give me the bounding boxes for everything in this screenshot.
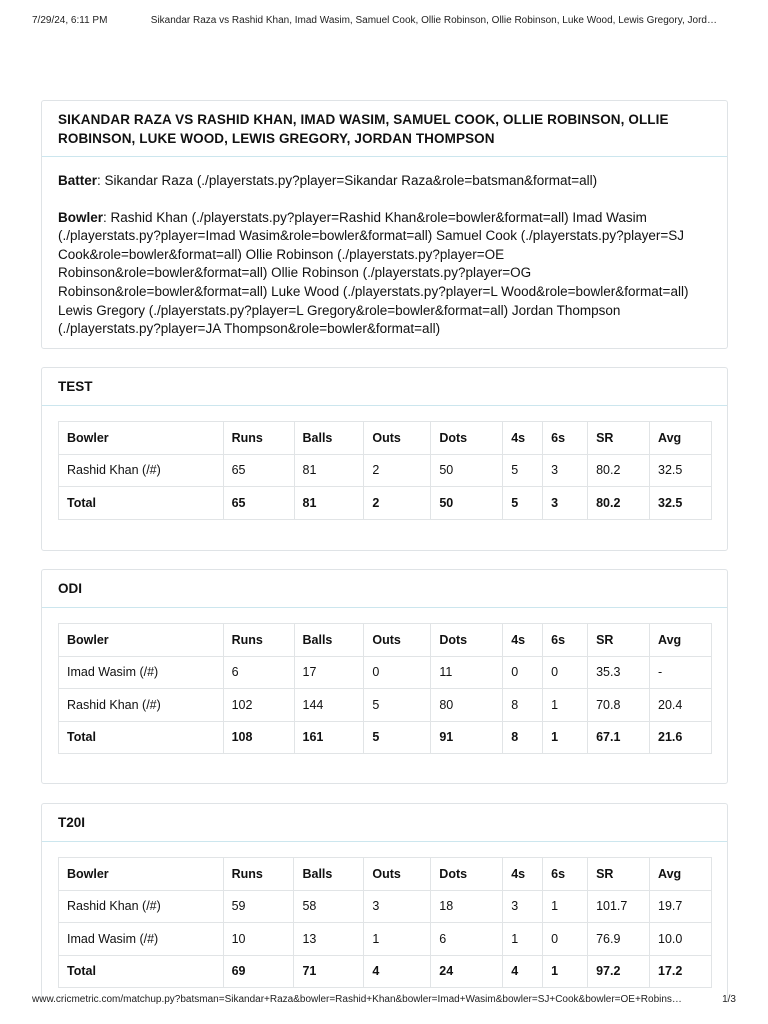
- bowler-link[interactable]: Imad Wasim (/#): [59, 923, 224, 956]
- column-header[interactable]: Bowler: [59, 858, 224, 891]
- column-header[interactable]: 4s: [503, 858, 543, 891]
- total-cell: 69: [223, 955, 294, 988]
- table-cell: 0: [364, 656, 431, 689]
- column-header[interactable]: Outs: [364, 624, 431, 657]
- bowler-link[interactable]: Rashid Khan (/#): [59, 454, 224, 487]
- table-cell: 58: [294, 890, 364, 923]
- table-cell: 17: [294, 656, 364, 689]
- total-cell: 5: [503, 487, 543, 520]
- table-cell: 0: [503, 656, 543, 689]
- print-date: 7/29/24, 6:11 PM: [32, 15, 108, 26]
- column-header[interactable]: Runs: [223, 858, 294, 891]
- table-cell: 70.8: [588, 689, 650, 722]
- column-header[interactable]: 6s: [543, 422, 588, 455]
- table-cell: 19.7: [650, 890, 712, 923]
- total-cell: 97.2: [588, 955, 650, 988]
- total-cell: Total: [59, 721, 224, 754]
- table-cell: 81: [294, 454, 364, 487]
- table-row: [59, 656, 712, 689]
- total-cell: 91: [431, 721, 503, 754]
- total-cell: 17.2: [650, 955, 712, 988]
- table-cell: 80: [431, 689, 503, 722]
- column-header[interactable]: Avg: [650, 422, 712, 455]
- column-header[interactable]: Bowler: [59, 624, 224, 657]
- total-cell: 67.1: [588, 721, 650, 754]
- table-cell: 8: [503, 689, 543, 722]
- column-header[interactable]: Dots: [431, 422, 503, 455]
- total-cell: 50: [431, 487, 503, 520]
- column-header[interactable]: Bowler: [59, 422, 224, 455]
- table-cell: 3: [543, 454, 588, 487]
- total-cell: 1: [543, 721, 588, 754]
- print-url: www.cricmetric.com/matchup.py?batsman=Sikandar+Raza&bowler=Rashid+Khan&bowler=Imad+Wasim&bowler=SJ+Cook&bowler=OE+Robins…: [32, 994, 682, 1005]
- column-header[interactable]: Runs: [223, 422, 294, 455]
- table-cell: 5: [364, 689, 431, 722]
- matchup-players: [42, 157, 727, 339]
- odi-stats-card: [41, 569, 728, 784]
- table-cell: 50: [431, 454, 503, 487]
- bowler-link[interactable]: Imad Wasim (/#): [59, 656, 224, 689]
- table-row: [59, 923, 712, 956]
- table-cell: 65: [223, 454, 294, 487]
- table-cell: 10.0: [650, 923, 712, 956]
- total-cell: 71: [294, 955, 364, 988]
- table-cell: 3: [503, 890, 543, 923]
- stats-table-test: [58, 421, 712, 520]
- total-row: [59, 955, 712, 988]
- column-header[interactable]: Outs: [364, 422, 431, 455]
- table-cell: 20.4: [650, 689, 712, 722]
- table-cell: 1: [364, 923, 431, 956]
- column-header[interactable]: 6s: [543, 858, 588, 891]
- table-row: [59, 689, 712, 722]
- table-cell: 59: [223, 890, 294, 923]
- table-row: [59, 454, 712, 487]
- column-header[interactable]: Dots: [431, 858, 503, 891]
- column-header[interactable]: Dots: [431, 624, 503, 657]
- column-header[interactable]: 4s: [503, 422, 543, 455]
- table-cell: 1: [543, 890, 588, 923]
- bowler-link[interactable]: Rashid Khan (/#): [59, 890, 224, 923]
- table-cell: 13: [294, 923, 364, 956]
- print-footer: [32, 994, 736, 1005]
- table-cell: 11: [431, 656, 503, 689]
- total-cell: 65: [223, 487, 294, 520]
- matchup-title: SIKANDAR RAZA VS RASHID KHAN, IMAD WASIM, SAMUEL COOK, OLLIE ROBINSON, OLLIE ROBINSON, LUKE WOOD, LEWIS GREGORY, JORDAN THOMPSON: [42, 101, 727, 157]
- column-header[interactable]: 4s: [503, 624, 543, 657]
- test-stats-card: [41, 367, 728, 551]
- table-cell: 102: [223, 689, 294, 722]
- total-cell: 3: [543, 487, 588, 520]
- table-header-row: [59, 422, 712, 455]
- bowler-label: Bowler: [58, 209, 104, 225]
- total-cell: 2: [364, 487, 431, 520]
- matchup-summary-card: [41, 100, 728, 349]
- table-cell: 1: [503, 923, 543, 956]
- total-cell: 8: [503, 721, 543, 754]
- batter-line: [58, 172, 711, 191]
- total-row: [59, 487, 712, 520]
- table-cell: 1: [543, 689, 588, 722]
- stats-table-odi: [58, 623, 712, 754]
- table-header-row: [59, 858, 712, 891]
- table-header-row: [59, 624, 712, 657]
- table-cell: 0: [543, 656, 588, 689]
- table-cell: 10: [223, 923, 294, 956]
- column-header[interactable]: Avg: [650, 858, 712, 891]
- bowler-link[interactable]: Rashid Khan (/#): [59, 689, 224, 722]
- total-cell: 80.2: [588, 487, 650, 520]
- column-header[interactable]: Avg: [650, 624, 712, 657]
- total-cell: Total: [59, 487, 224, 520]
- batter-link[interactable]: : Sikandar Raza (./playerstats.py?player=Sikandar Raza&role=batsman&format=all): [97, 173, 598, 188]
- total-cell: 24: [431, 955, 503, 988]
- column-header[interactable]: Balls: [294, 624, 364, 657]
- table-cell: -: [650, 656, 712, 689]
- total-cell: 4: [364, 955, 431, 988]
- table-cell: 101.7: [588, 890, 650, 923]
- total-cell: 5: [364, 721, 431, 754]
- column-header[interactable]: Outs: [364, 858, 431, 891]
- column-header[interactable]: SR: [588, 624, 650, 657]
- table-cell: 3: [364, 890, 431, 923]
- section-title-test: TEST: [42, 368, 727, 406]
- column-header[interactable]: SR: [588, 858, 650, 891]
- stats-table-t20i: [58, 857, 712, 988]
- table-cell: 32.5: [650, 454, 712, 487]
- print-document-title: Sikandar Raza vs Rashid Khan, Imad Wasim, Samuel Cook, Ollie Robinson, Ollie Robinson, Luke Wood, Lewis Gregory, Jord…: [150, 15, 717, 26]
- page-number: 1/3: [722, 994, 736, 1005]
- table-row: [59, 890, 712, 923]
- bowler-links[interactable]: : Rashid Khan (./playerstats.py?player=Rashid Khan&role=bowler&format=all) Imad Wasim (./playerstats.py?player=Imad Wasim&role=bowler&format=all) Samuel Cook (./playerstats.py?player=SJ Cook&role=bowler&format=all) Ollie Robinson (./playerstats.py?player=OE Robinson&role=bowler&format=all) Ollie Robinson (./playerstats.py?player=OG Robinson&role=bowler&format=all) Luke Wood (./playerstats.py?player=L Wood&role=bowler&format=all) Lewis Gregory (./playerstats.py?player=L Gregory&role=bowler&format=all) Jordan Thompson (./playerstats.py?player=JA Thompson&role=bowler&format=all): [58, 209, 689, 337]
- column-header[interactable]: SR: [588, 422, 650, 455]
- column-header[interactable]: Balls: [294, 858, 364, 891]
- table-cell: 76.9: [588, 923, 650, 956]
- section-title-odi: ODI: [42, 570, 727, 608]
- table-cell: 144: [294, 689, 364, 722]
- total-cell: 32.5: [650, 487, 712, 520]
- table-cell: 6: [431, 923, 503, 956]
- total-cell: 161: [294, 721, 364, 754]
- total-cell: 108: [223, 721, 294, 754]
- total-cell: Total: [59, 955, 224, 988]
- total-cell: 21.6: [650, 721, 712, 754]
- table-cell: 5: [503, 454, 543, 487]
- total-cell: 4: [503, 955, 543, 988]
- table-cell: 18: [431, 890, 503, 923]
- batter-label: Batter: [58, 173, 98, 188]
- table-cell: 80.2: [588, 454, 650, 487]
- t20i-stats-card: [41, 803, 728, 1003]
- table-cell: 2: [364, 454, 431, 487]
- section-title-t20i: T20I: [42, 804, 727, 842]
- total-cell: 81: [294, 487, 364, 520]
- print-header: [32, 15, 736, 26]
- table-cell: 35.3: [588, 656, 650, 689]
- column-header[interactable]: 6s: [543, 624, 588, 657]
- table-cell: 0: [543, 923, 588, 956]
- total-cell: 1: [543, 955, 588, 988]
- table-cell: 6: [223, 656, 294, 689]
- column-header[interactable]: Runs: [223, 624, 294, 657]
- bowler-line: [58, 209, 711, 339]
- total-row: [59, 721, 712, 754]
- column-header[interactable]: Balls: [294, 422, 364, 455]
